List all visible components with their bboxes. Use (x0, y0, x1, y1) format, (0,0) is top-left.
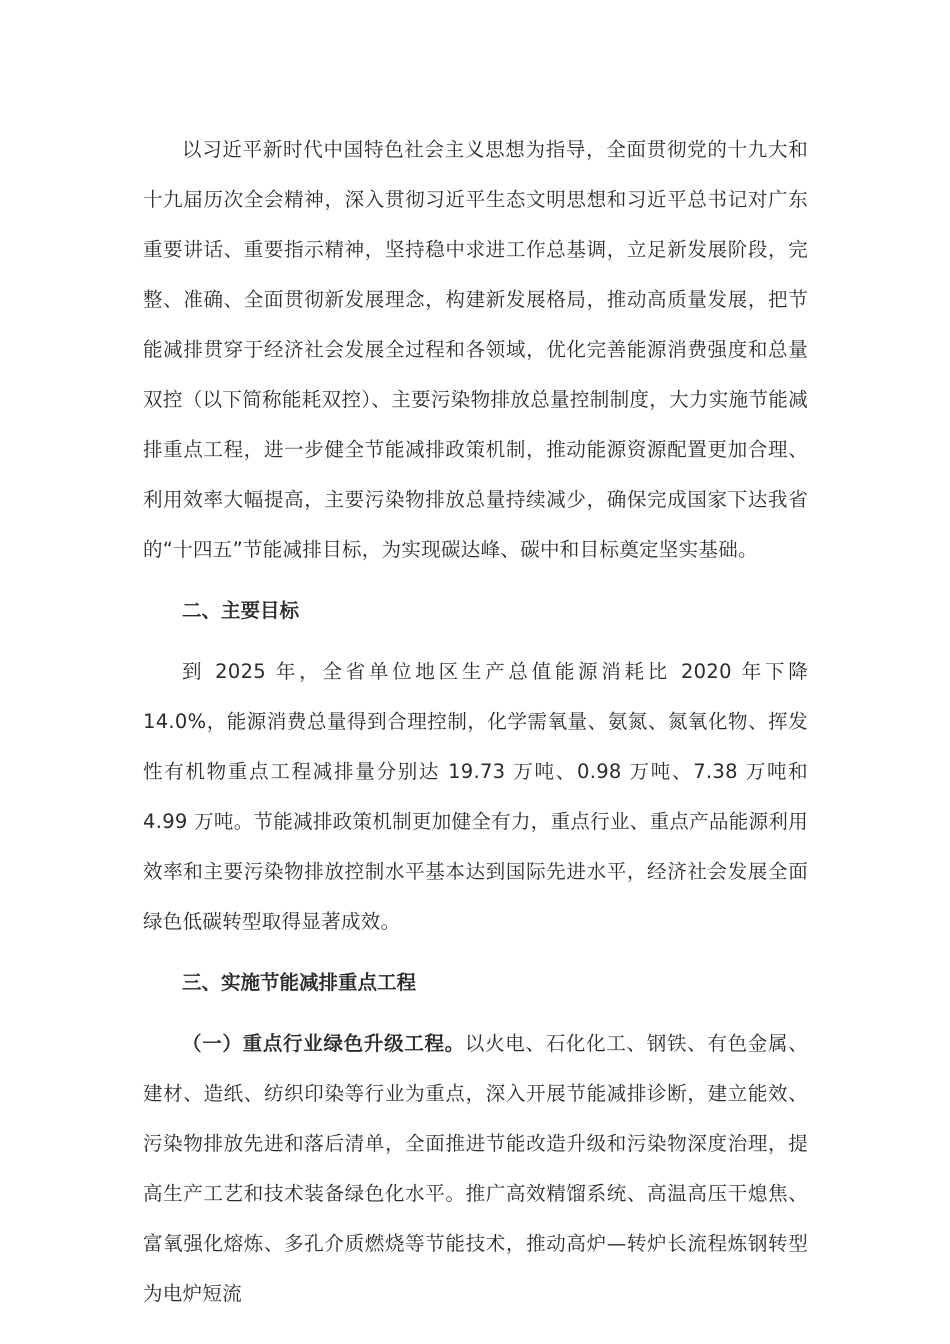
section-heading-main-goals: 二、主要目标 (182, 599, 300, 622)
item1-paragraph (143, 1019, 808, 1319)
section-heading-key-projects: 三、实施节能减排重点工程 (182, 971, 417, 994)
item1-lead: （一）重点行业绿色升级工程。 (182, 1032, 465, 1055)
main-goals-paragraph: 到 2025 年，全省单位地区生产总值能源消耗比 2020 年下降 14.0%，能源消费总量得到合理控制，化学需氧量、氨氮、氮氧化物、挥发性有机物重点工程减排量分别达 19.73 万吨、0.98 万吨、7.38 万吨和 4.99 万吨。节能减排政策机制更加健全有力，重点行业、重点产品能源利用效率和主要污染物排放控制水平基本达到国际先进水平，经济社会发展全面绿色低碳转型取得显著成效。 (143, 660, 808, 933)
document-page (143, 125, 808, 1319)
intro-paragraph: 以习近平新时代中国特色社会主义思想为指导，全面贯彻党的十九大和十九届历次全会精神，深入贯彻习近平生态文明思想和习近平总书记对广东重要讲话、重要指示精神，坚持稳中求进工作总基调，立足新发展阶段，完整、准确、全面贯彻新发展理念，构建新发展格局，推动高质量发展，把节能减排贯穿于经济社会发展全过程和各领域，优化完善能源消费强度和总量双控（以下简称能耗双控）、主要污染物排放总量控制制度，大力实施节能减排重点工程，进一步健全节能减排政策机制，推动能源资源配置更加合理、利用效率大幅提高，主要污染物排放总量持续减少，确保完成国家下达我省的“十四五”节能减排目标，为实现碳达峰、碳中和目标奠定坚实基础。 (143, 138, 808, 561)
item1-body: 以火电、石化化工、钢铁、有色金属、建材、造纸、纺织印染等行业为重点，深入开展节能减排诊断，建立能效、污染物排放先进和落后清单，全面推进节能改造升级和污染物深度治理，提高生产工艺和技术装备绿色化水平。推广高效精馏系统、高温高压干熄焦、富氧强化熔炼、多孔介质燃烧等节能技术，推动高炉—转炉长流程炼钢转型为电炉短流 (143, 1032, 808, 1305)
